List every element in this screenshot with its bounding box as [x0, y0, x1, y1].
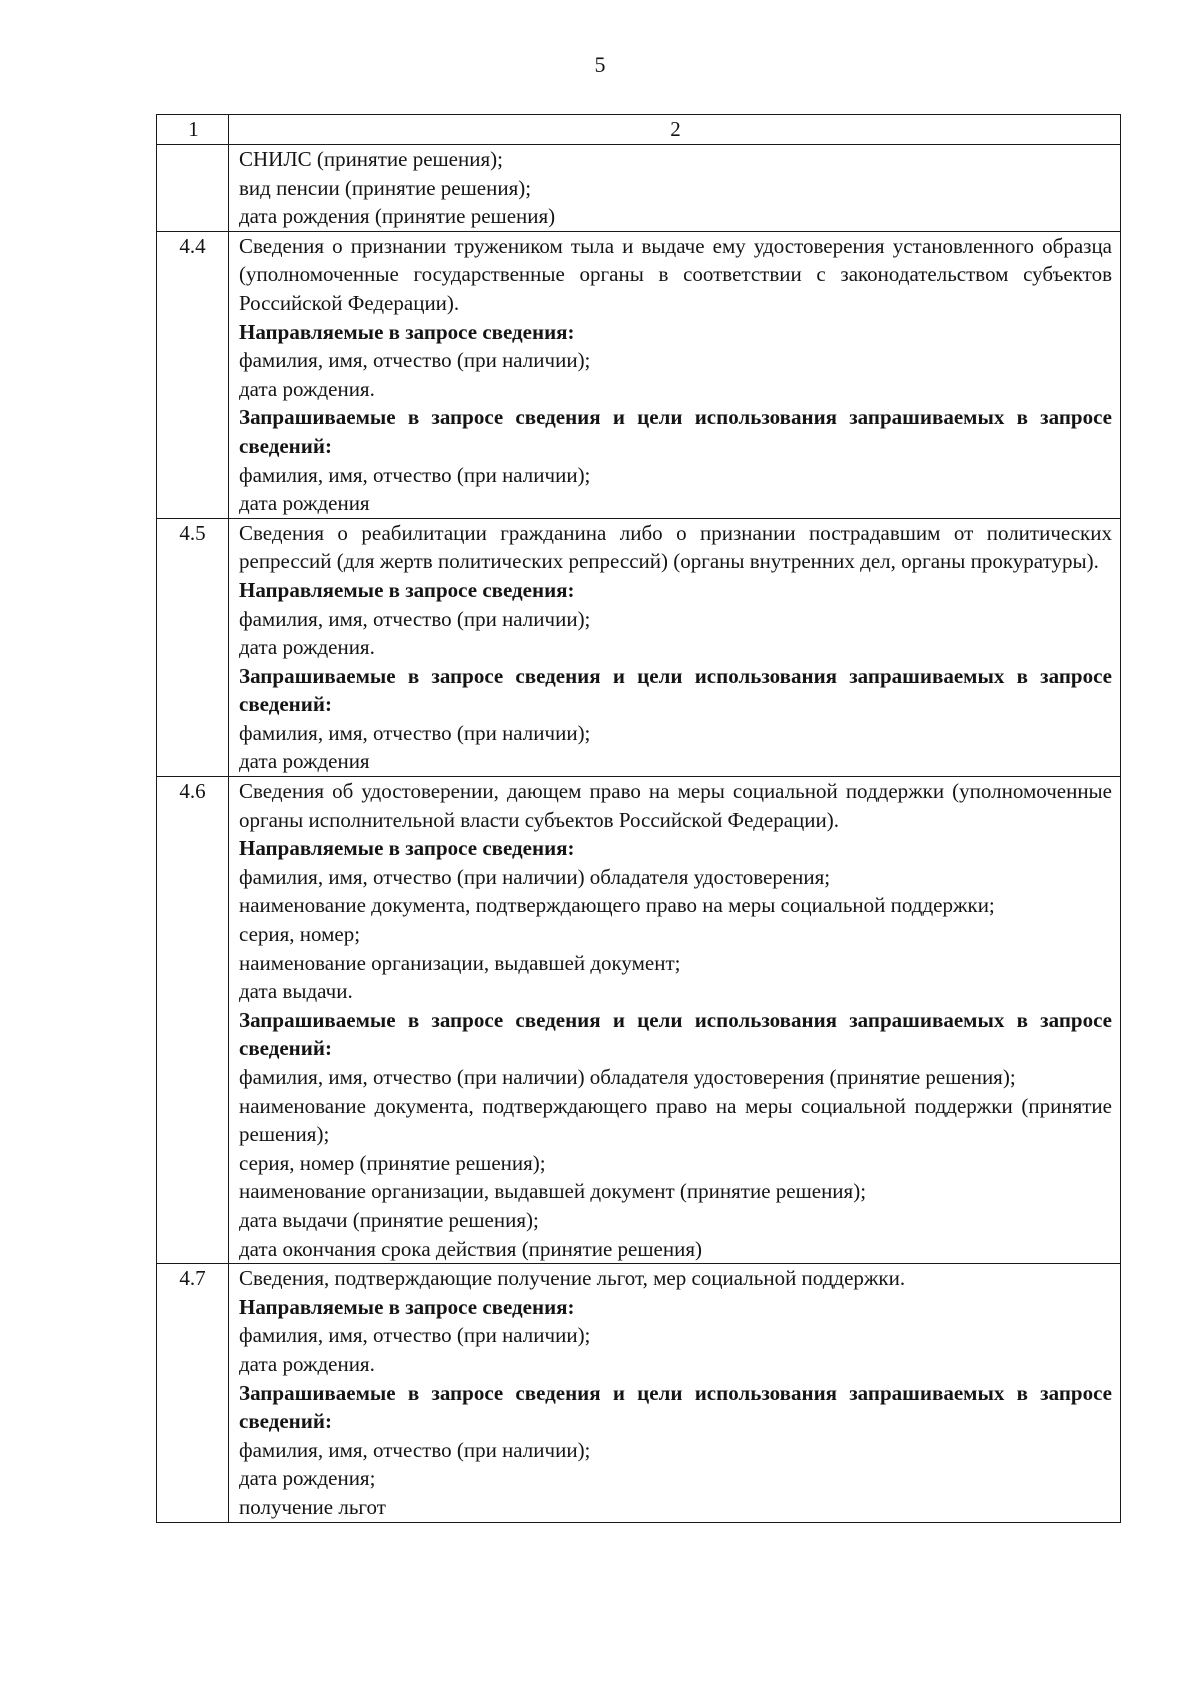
table-row-continuation: [157, 145, 1121, 232]
list-item: наименование документа, подтверждающего право на меры социальной поддержки;: [239, 893, 995, 918]
list-item: фамилия, имя, отчество (при наличии);: [239, 1437, 591, 1462]
row-description: Сведения об удостоверении, дающем право на меры социальной поддержки (уполномоченные органы исполнительной власти субъектов Российской Федерации).: [239, 779, 1112, 832]
list-item: дата окончания срока действия (принятие решения): [239, 1236, 702, 1261]
list-item: фамилия, имя, отчество (при наличии) обладателя удостоверения (принятие решения);: [239, 1065, 1016, 1089]
row-description: Сведения, подтверждающие получение льгот, мер социальной поддержки.: [239, 1266, 906, 1291]
row-content: [229, 145, 1121, 232]
list-item: получение льгот: [239, 1494, 386, 1519]
page-number: 5: [594, 52, 606, 77]
list-item: вид пенсии (принятие решения);: [239, 175, 532, 200]
list-item: дата рождения.: [239, 1351, 375, 1376]
table-header-row: [157, 115, 1121, 145]
list-item: дата рождения: [239, 749, 370, 774]
row-number: 4.6: [157, 777, 229, 1264]
list-item: дата рождения;: [239, 1466, 376, 1491]
list-item: фамилия, имя, отчество (при наличии);: [239, 720, 591, 745]
row-content: [229, 1264, 1121, 1522]
sent-heading: Направляемые в запросе сведения:: [239, 836, 575, 861]
table-row-4-4: [157, 231, 1121, 518]
row-number: 4.4: [157, 231, 229, 518]
sent-heading: Направляемые в запросе сведения:: [239, 319, 575, 344]
list-item: наименование организации, выдавшей документ (принятие решения);: [239, 1179, 867, 1204]
list-item: фамилия, имя, отчество (при наличии) обладателя удостоверения;: [239, 864, 831, 889]
row-description: Сведения о реабилитации гражданина либо о признании пострадавшим от политических репрессий (для жертв политических репрессий) (органы внутренних дел, органы прокуратуры).: [239, 520, 1112, 574]
list-item: дата рождения.: [239, 635, 375, 660]
list-item: дата рождения: [239, 491, 370, 516]
requested-heading: Запрашиваемые в запросе сведения и цели использования запрашиваемых в запросе сведений:: [239, 1380, 1112, 1434]
requirements-table: [156, 114, 1121, 1523]
requested-heading: Запрашиваемые в запросе сведения и цели использования запрашиваемых в запросе сведений:: [239, 405, 1112, 458]
row-number: [157, 145, 229, 232]
row-number: 4.7: [157, 1264, 229, 1522]
list-item: серия, номер;: [239, 922, 361, 947]
header-col-2: 2: [229, 115, 1121, 145]
list-item: дата рождения (принятие решения): [239, 204, 556, 229]
requested-heading: Запрашиваемые в запросе сведения и цели использования запрашиваемых в запросе сведений:: [239, 663, 1112, 717]
list-item: наименование организации, выдавшей документ;: [239, 950, 681, 975]
sent-heading: Направляемые в запросе сведения:: [239, 577, 575, 602]
list-item: фамилия, имя, отчество (при наличии);: [239, 1323, 591, 1348]
list-item: фамилия, имя, отчество (при наличии);: [239, 606, 591, 631]
row-content: [229, 231, 1121, 518]
table-row-4-5: [157, 518, 1121, 776]
list-item: дата выдачи (принятие решения);: [239, 1207, 539, 1232]
row-content: [229, 777, 1121, 1264]
requested-heading: Запрашиваемые в запросе сведения и цели использования запрашиваемых в запросе сведений:: [239, 1007, 1112, 1061]
list-item: фамилия, имя, отчество (при наличии);: [239, 348, 591, 373]
row-number: 4.5: [157, 518, 229, 776]
list-item: дата выдачи.: [239, 979, 353, 1004]
row-content: [229, 518, 1121, 776]
list-item: дата рождения.: [239, 376, 375, 401]
row-description: Сведения о признании тружеником тыла и выдаче ему удостоверения установленного образца (уполномоченные государственные органы в соответствии с законодательством субъектов Российской Федерации).: [239, 233, 1112, 315]
table-row-4-6: [157, 777, 1121, 1264]
list-item: наименование документа, подтверждающего право на меры социальной поддержки (принятие решения);: [239, 1093, 1112, 1147]
table-row-4-7: [157, 1264, 1121, 1522]
list-item: фамилия, имя, отчество (при наличии);: [239, 462, 591, 487]
header-col-1: 1: [157, 115, 229, 145]
list-item: серия, номер (принятие решения);: [239, 1150, 546, 1175]
sent-heading: Направляемые в запросе сведения:: [239, 1294, 575, 1319]
list-item: СНИЛС (принятие решения);: [239, 147, 503, 171]
